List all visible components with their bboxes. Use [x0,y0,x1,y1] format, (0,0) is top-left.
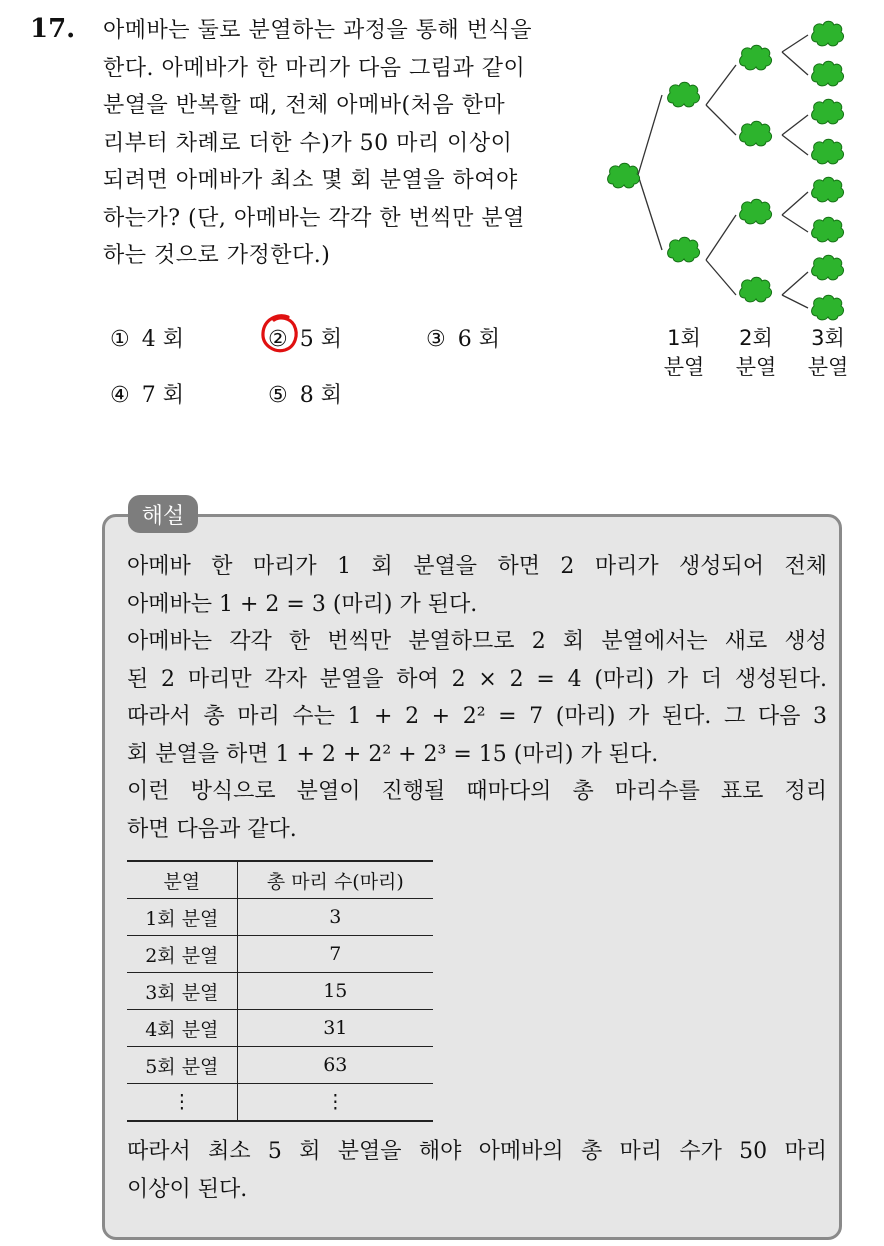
label-bottom: 분열 [663,355,705,379]
conclusion-line: 이상이 된다. [127,1176,248,1202]
question-line: 분열을 반복할 때, 전체 아메바(처음 한마 [103,93,506,118]
question-line: 한다. 아메바가 한 마리가 다음 그림과 같이 [103,55,526,81]
table-cell: 63 [237,1047,433,1084]
table-cell: 15 [237,973,433,1010]
solution-line: 이런 방식으로 분열이 진행될 때마다의 총 마리수를 표로 정리 [127,779,827,804]
table-cell: 7 [237,936,433,973]
table-cell: 2회 분열 [127,936,237,973]
division-label-1 [654,324,714,382]
choice-number: ⑤ [268,383,288,408]
amoeba-gen3 [812,21,844,320]
division-label-3 [798,324,858,382]
division-count-table [127,860,433,1122]
choice-text: 5 회 [299,327,342,352]
solution-tab: 해설 [128,495,198,533]
choice-text: 6 회 [457,327,500,352]
solution-line: 된 2 마리만 각자 분열을 하여 2 × 2 = 4 (마리) 가 더 생성된다. [127,666,827,692]
solution-line: 아메바는 1 + 2 = 3 (마리) 가 된다. [127,591,478,617]
division-label-2 [726,324,786,382]
table-header-row [127,861,433,899]
question-text [103,12,583,275]
table-cell: 31 [237,1010,433,1047]
table-cell: 3 [237,899,433,936]
solution-line: 아메바는 각각 한 번씩만 분열하므로 2 회 분열에서는 새로 생성 [127,629,827,654]
solution-line: 회 분열을 하면 1 + 2 + 2² + 2³ = 15 (마리) 가 된다. [127,741,659,767]
table-row [127,899,433,936]
question-line: 하는 것으로 가정한다.) [103,243,331,268]
question-line: 리부터 차례로 더한 수)가 50 마리 이상이 [103,130,513,156]
table-header: 분열 [127,861,237,899]
table-cell: ⋮ [237,1084,433,1122]
question-number: 17. [30,14,76,44]
table-cell: ⋮ [127,1084,237,1122]
choice-text: 4 회 [141,327,184,352]
choice-1[interactable] [110,322,184,353]
table-row [127,1084,433,1122]
choice-number: ③ [426,327,446,352]
choice-number: ① [110,327,130,352]
label-top: 2회 [739,326,773,350]
question-line: 되려면 아메바가 최소 몇 회 분열을 하여야 [103,168,518,193]
question-line: 하는가? (단, 아메바는 각각 한 번씩만 분열 [103,205,525,231]
choice-number: ② [268,327,288,352]
choice-text: 8 회 [299,383,342,408]
table-row [127,1010,433,1047]
solution-conclusion [127,1133,827,1208]
amoeba-division-tree [600,10,884,330]
solution-line: 아메바 한 마리가 1 회 분열을 하면 2 마리가 생성되어 전체 [127,554,827,579]
label-bottom: 분열 [807,355,849,379]
table-cell: 5회 분열 [127,1047,237,1084]
choice-3[interactable] [426,322,500,353]
answer-mark-circle [258,311,302,355]
solution-text [127,548,827,848]
table-cell: 3회 분열 [127,973,237,1010]
amoeba-gen1 [668,82,700,262]
label-top: 1회 [667,326,701,350]
choice-text: 7 회 [141,383,184,408]
label-top: 3회 [811,326,845,350]
conclusion-line: 따라서 최소 5 회 분열을 해야 아메바의 총 마리 수가 50 마리 [127,1139,827,1164]
choice-number: ④ [110,383,130,408]
table-row [127,936,433,973]
amoeba-gen2 [740,45,772,302]
label-bottom: 분열 [735,355,777,379]
choice-4[interactable] [110,378,184,409]
choice-5[interactable] [268,378,342,409]
question-line: 아메바는 둘로 분열하는 과정을 통해 번식을 [103,18,533,43]
branch-lines [638,35,808,308]
solution-line: 하면 다음과 같다. [127,816,297,842]
solution-line: 따라서 총 마리 수는 1 + 2 + 2² = 7 (마리) 가 된다. 그 다음 3 [127,704,827,729]
table-cell: 4회 분열 [127,1010,237,1047]
table-header: 총 마리 수(마리) [237,861,433,899]
amoeba-root [608,163,640,188]
table-cell: 1회 분열 [127,899,237,936]
table-row [127,1047,433,1084]
table-row [127,973,433,1010]
